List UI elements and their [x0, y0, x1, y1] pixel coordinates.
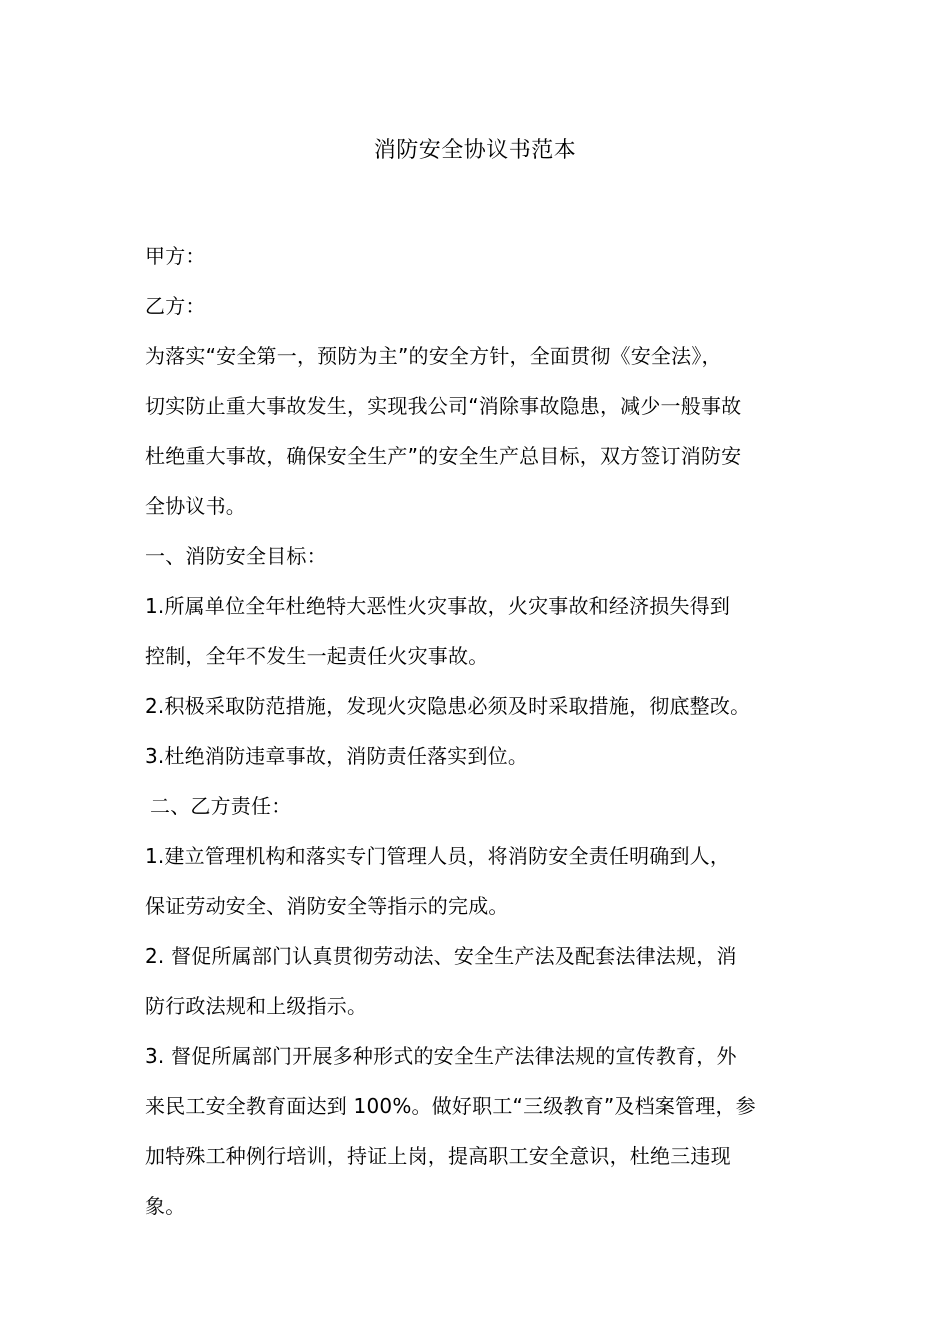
document-body — [145, 231, 810, 1231]
party-b-label: 乙方： — [145, 294, 206, 318]
intro-paragraph-line: 杜绝重大事故，确保安全生产”的安全生产总目标，双方签订消防安 — [145, 444, 742, 468]
intro-paragraph-line: 全协议书。 — [145, 494, 246, 518]
section-heading-fire-safety-goals: 一、消防安全目标： — [145, 544, 327, 568]
responsibility-item-line: 防行政法规和上级指示。 — [145, 994, 368, 1018]
responsibility-item-line: 1.建立管理机构和落实专门管理人员，将消防安全责任明确到人， — [145, 844, 731, 868]
document-title: 消防安全协议书范本 — [373, 138, 577, 163]
responsibility-item-line: 象。 — [145, 1194, 186, 1218]
responsibility-item-line: 加特殊工种例行培训，持证上岗，提高职工安全意识，杜绝三违现 — [145, 1144, 731, 1168]
section-heading-party-b-responsibility: 二、乙方责任： — [150, 794, 292, 818]
responsibility-item-line: 3. 督促所属部门开展多种形式的安全生产法律法规的宣传教育，外 — [145, 1044, 737, 1068]
responsibility-item-line: 保证劳动安全、消防安全等指示的完成。 — [145, 894, 509, 918]
responsibility-item-line: 2. 督促所属部门认真贯彻劳动法、安全生产法及配套法律法规，消 — [145, 944, 737, 968]
goal-item-line: 2.积极采取防范措施，发现火灾隐患必须及时采取措施，彻底整改。 — [145, 694, 751, 718]
goal-item-line: 3.杜绝消防违章事故，消防责任落实到位。 — [145, 744, 529, 768]
goal-item-line: 1.所属单位全年杜绝特大恶性火灾事故，火灾事故和经济损失得到 — [145, 594, 731, 618]
intro-paragraph-line: 切实防止重大事故发生，实现我公司“消除事故隐患，减少一般事故 — [145, 394, 742, 418]
responsibility-item-line: 来民工安全教育面达到 100%。做好职工“三级教育”及档案管理，参 — [145, 1094, 756, 1118]
party-a-label: 甲方： — [145, 244, 206, 268]
intro-paragraph-line: 为落实“安全第一，预防为主”的安全方针，全面贯彻《安全法》， — [145, 344, 722, 368]
goal-item-line: 控制，全年不发生一起责任火灾事故。 — [145, 644, 489, 668]
